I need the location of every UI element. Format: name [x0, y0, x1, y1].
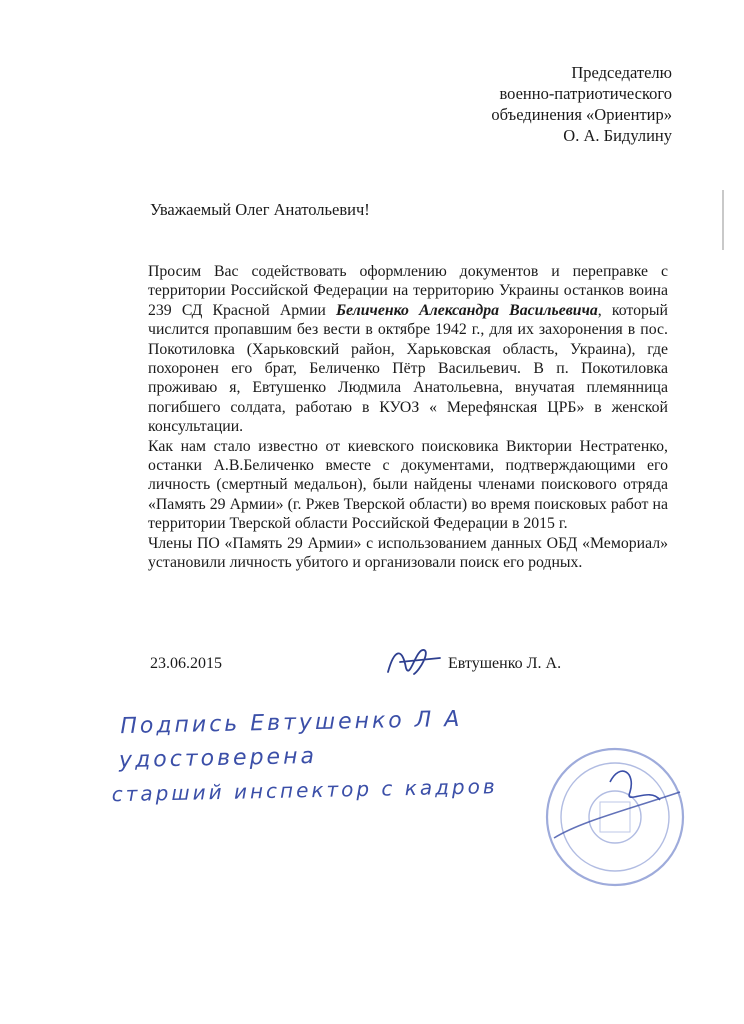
- paragraph-request: [148, 262, 668, 437]
- addressee-block: [491, 62, 672, 146]
- handwritten-certification: [110, 702, 710, 807]
- signer-name: Евтушенко Л. А.: [448, 655, 562, 672]
- paragraph-request-part2: , который числится пропавшим без вести в октябре 1942 г., для их захоронения в пос. Покотиловка (Харьковский район, Харьковская область, Украина), где похоронен его брат, Беличенко Пётр Васильевич. В п. Покотиловка проживаю я, Евтушенко Людмила Анатольевна, внучатая племянница погибшего солдата, работаю в КУОЗ « Мерефянская ЦРБ» в женской консультации.: [148, 301, 668, 436]
- paragraph-identification: Члены ПО «Память 29 Армии» с использованием данных ОБД «Мемориал» установили личность убитого и организовали поиск его родных.: [148, 534, 668, 572]
- signature-mark-icon: [380, 640, 450, 684]
- letter-date: 23.06.2015: [150, 655, 222, 672]
- addressee-line: Председателю: [571, 63, 672, 82]
- addressee-line: О. А. Бидулину: [563, 126, 672, 145]
- addressee-line: военно-патриотического: [499, 84, 672, 103]
- scan-edge-mark: [722, 190, 724, 250]
- handwritten-line: старший инспектор с кадров: [111, 774, 498, 807]
- soldier-name: Беличенко Александра Васильевича: [336, 301, 598, 319]
- letter-body: [148, 262, 668, 573]
- addressee-line: объединения «Ориентир»: [491, 105, 672, 124]
- handwritten-line: удостоверена: [118, 743, 318, 774]
- paragraph-request-part1: Просим Вас содействовать оформлению документов и переправке с территории Российской Федерации на территорию Украины останков воина 239 СД Красной Армии: [148, 263, 668, 319]
- greeting: Уважаемый Олег Анатольевич!: [150, 200, 370, 219]
- paragraph-discovery: Как нам стало известно от киевского поисковика Виктории Нестратенко, останки А.В.Беличенко вместе с документами, подтверждающими его личность (смертный медальон), были найдены членами поискового отряда «Память 29 Армии» (г. Ржев Тверской области) во время поисковых работ на территории Тверской области Российской Федерации в 2015 г.: [148, 437, 668, 533]
- handwritten-line: Подпись Евтушенко Л А: [120, 706, 463, 740]
- official-stamp-icon: [540, 742, 690, 892]
